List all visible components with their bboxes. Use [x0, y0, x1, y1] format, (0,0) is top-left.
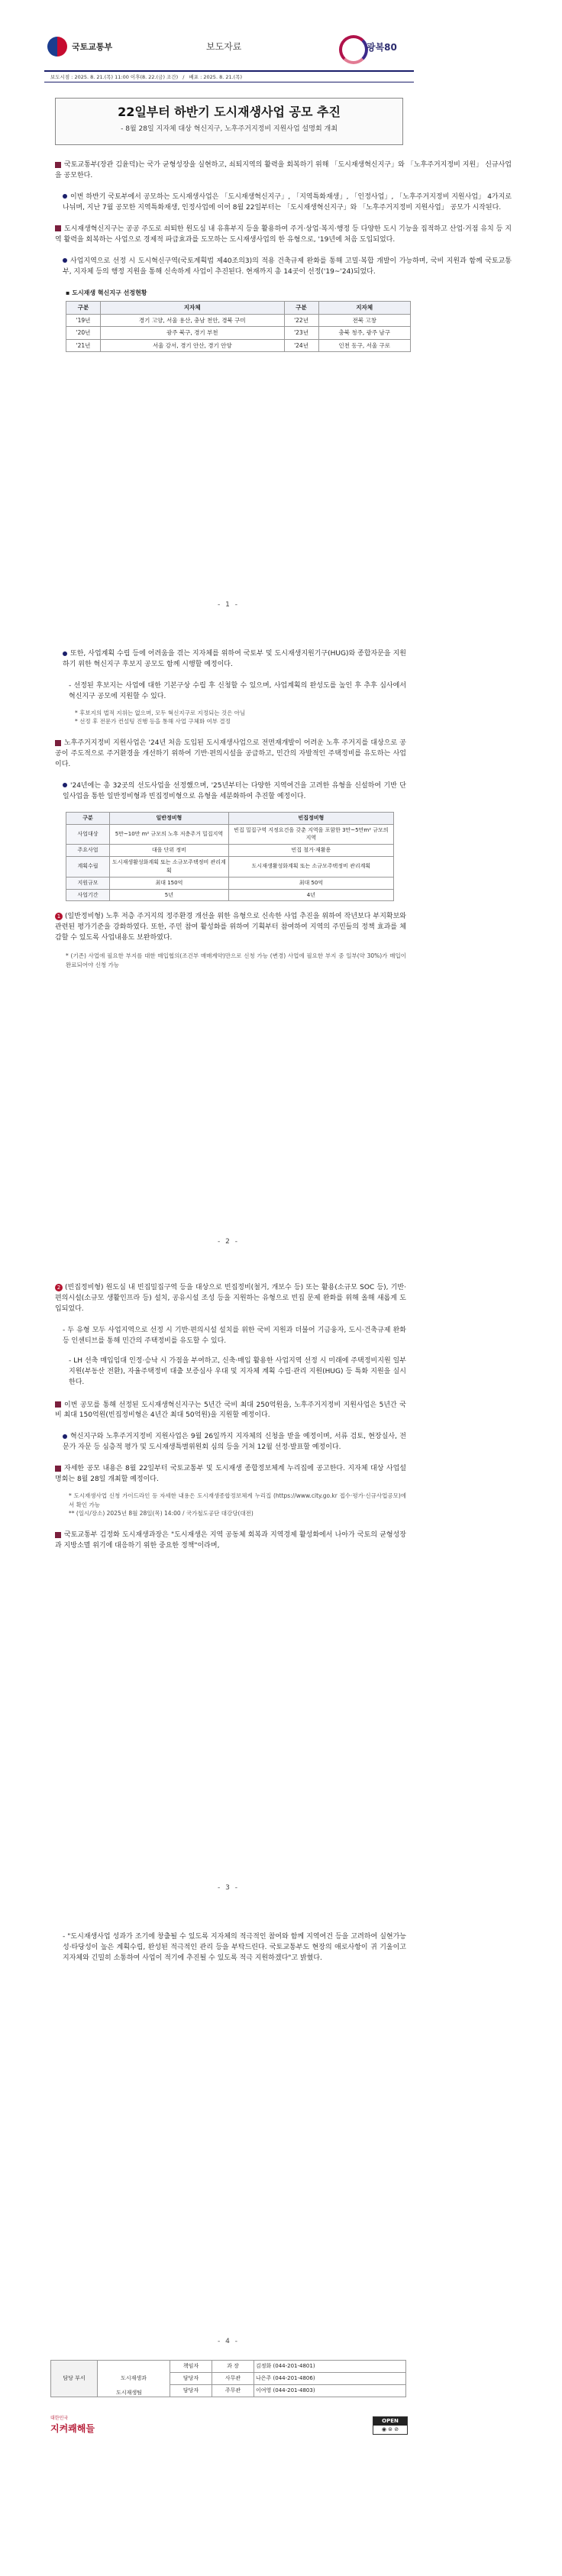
- note-briefing-time: ** (일시/장소) 2025년 8월 28일(목) 14:00 / 국가철도공단 대강당(대전): [69, 1510, 254, 1517]
- table-cell: 담당자: [170, 2372, 212, 2384]
- table-row: [66, 857, 394, 878]
- table-cell: 대을 단위 정비: [110, 845, 229, 857]
- table-cell: 계획수립: [66, 857, 110, 878]
- innovation-district-paragraph: 도시재생혁신지구는 공공 주도로 쇠퇴한 원도심 내 유휴부지 등을 활용하여 주거·상업·복지·행정 등 다양한 도시 기능을 집적하고 산업·거점 유치 등 지역 활력을 회복하는 사업으로 경제적 파급효과를 도모하는 도시재생사업의 한 유형으로, '19년에 처음 도입되었다.: [55, 225, 512, 244]
- number-2-icon: 2: [55, 1284, 63, 1291]
- table-cell: 충북 청주, 광주 남구: [318, 327, 410, 340]
- license-icons: ◉ ⊜ ⊘: [381, 2426, 399, 2432]
- table-cell: 사무관: [212, 2372, 254, 2384]
- old-housing-paragraph: 노후주거지정비 지원사업은 '24년 처음 도입된 도시재생사업으로 전면재개발이 어려운 노후 주거지를 대상으로 공공이 주도적으로 주거환경을 개선하기 위하여 기반·편의시설을 공급하고, 민간의 자발적인 주택정비를 유도하는 사업이다.: [55, 739, 406, 768]
- selection-table-title: ▪ 도시재생 혁신지구 선정현황: [66, 289, 147, 296]
- page-2: [0, 649, 457, 1260]
- table-header-cell: 일반정비형: [110, 812, 229, 824]
- table-row: [51, 2361, 406, 2373]
- consulting-paragraph: 또한, 사업계획 수립 등에 어려움을 겪는 지자체를 위하여 국토부 및 도시재생지원기구(HUG)와 종합자문을 지원하기 위한 혁신지구 후보지 공모도 함께 시행할 예정이다.: [63, 650, 406, 668]
- square-bullet-icon: [55, 1401, 61, 1408]
- header-bar: [44, 29, 411, 69]
- page-number: - 1 -: [218, 601, 239, 609]
- release-date-line: 보도시점 : 2025. 8. 21.(목) 11:00 이후(8. 22.(금) 조간) / 배포 : 2025. 8. 21.(목): [50, 74, 243, 80]
- note-guideline: * 도시재생사업 신청 가이드라인 등 자세한 내용은 도시재생종합정보체계 누리집 (https://www.city.go.kr 접수·평가·신규사업공모)에서 확인 가능: [69, 1492, 406, 1508]
- table-cell: '20년: [66, 327, 101, 340]
- header-rule: [44, 70, 414, 72]
- table-cell: 사업대상: [66, 824, 110, 845]
- square-bullet-icon: [55, 740, 61, 746]
- page-number: - 2 -: [218, 1238, 239, 1246]
- table-cell: 전북 고창: [318, 314, 410, 327]
- table-header-cell: 구분: [66, 301, 101, 314]
- briefing-paragraph: 자세한 공모 내용은 8월 22일부터 국토교통부 및 도시재생 종합정보체계 누리집에 공고한다. 지자체 대상 사업설명회는 8월 28일 개최할 예정이다.: [55, 1465, 406, 1484]
- table-header-row: [66, 301, 411, 314]
- main-title: 22일부터 하반기 도시재생사업 공모 추진: [118, 105, 341, 119]
- table-cell: 김정화 (044-201-4801): [254, 2361, 406, 2373]
- table-header-cell: 지자체: [101, 301, 285, 314]
- ministry-emblem-icon: [47, 37, 67, 57]
- open-label: OPEN: [373, 2417, 407, 2426]
- campaign-logo-small: 대한민국: [50, 2416, 69, 2421]
- circle-bullet-icon: [63, 258, 67, 263]
- ministry-name: 국토교통부: [72, 42, 113, 52]
- table-cell: 경기 고양, 서울 용산, 충남 천안, 경북 구미: [101, 314, 285, 327]
- table-cell: '24년: [284, 339, 318, 352]
- contact-header: 담당 부서: [51, 2361, 98, 2397]
- table-cell: 과 장: [212, 2361, 254, 2373]
- subtitle: - 8월 28일 지자체 대상 혁신지구, 노후주거지정비 지원사업 설명회 개최: [121, 125, 338, 133]
- page-1: [0, 0, 512, 626]
- funding-paragraph: 이번 공모를 통해 선정된 도시재생혁신지구는 5년간 국비 최대 250억원을, 노후주거지정비 지원사업은 5년간 국비 최대 150억원(빈집정비형은 4년간 최대 50억원)을 지원할 예정이다.: [55, 1401, 406, 1420]
- table-cell: 빈집 철거·재활용: [228, 845, 393, 857]
- table-cell: 사업기간: [66, 889, 110, 901]
- number-1-icon: 1: [55, 913, 63, 920]
- doc-type-label: 보도자료: [206, 41, 242, 52]
- table-cell: 4년: [228, 889, 393, 901]
- page-3: [0, 1283, 457, 1909]
- circle-bullet-icon: [63, 194, 67, 199]
- table-cell: 도시재생활성화계획 또는 소규모주택정비 관리계획: [110, 857, 229, 878]
- table-row: [66, 339, 411, 352]
- contact-dept: 도시재생과: [98, 2361, 170, 2397]
- square-bullet-icon: [55, 1532, 61, 1538]
- table-header-cell: 구분: [66, 812, 110, 824]
- table-cell: 서울 강서, 경기 안산, 경기 안양: [101, 339, 285, 352]
- circle-bullet-icon: [63, 1434, 67, 1439]
- footer-campaign-logo: [50, 2415, 119, 2442]
- table-header-cell: 구분: [284, 301, 318, 314]
- table-cell: 최대 50억: [228, 877, 393, 889]
- table-row: [66, 824, 394, 845]
- table-row: [66, 889, 394, 901]
- circle-bullet-icon: [63, 651, 67, 656]
- table-cell: 책임자: [170, 2361, 212, 2373]
- candidate-paragraph: - 선정된 후보지는 사업에 대한 기본구상 수립 후 신청할 수 있으며, 사업계획의 완성도를 높인 후 추후 심사에서 혁신지구 공모에 지원할 수 있다.: [69, 681, 407, 700]
- distribution-date: 배포 : 2025. 8. 21.(목): [189, 74, 243, 80]
- table-row: [66, 845, 394, 857]
- table-row: [66, 314, 411, 327]
- table-cell: '23년: [284, 327, 318, 340]
- anniversary-swirl-icon: [339, 35, 368, 64]
- table-cell: '22년: [284, 314, 318, 327]
- table-header-cell: 빈집정비형: [228, 812, 393, 824]
- general-type-paragraph: 1 (일반정비형) 노후 저층 주거지의 정주환경 개선을 위한 유형으로 신속한 사업 추진을 위하여 작년보다 부지확보와 관련된 평가기준을 강화하였다. 또한, 주민 참여 활성화를 위하여 기획부터 참여하여 지역의 주민들의 정책 효과를 체감할 수 있도록 사업내용도 보완하였다.: [55, 913, 406, 942]
- square-bullet-icon: [55, 1466, 61, 1472]
- overview-paragraph: 이번 하반기 국토부에서 공모하는 도시재생사업은 「도시재생혁신지구」, 「지역특화재생」, 「인정사업」, 「노후주거지정비 지원사업」 4가지로 나뉘며, 지난 7월 공모한 지역특화재생, 인정사업에 이어 8월 22일부터는 「도시재생혁신지구」와 「노후주거지정비 지원사업」 공모가 시작된다.: [63, 192, 512, 212]
- note-consulting: * 선정 후 전문가 컨설팅 진행 등을 통해 사업 구체화 여부 결정: [75, 718, 231, 726]
- director-quote-paragraph: 국토교통부 김정화 도시재생과장은 "도시재생은 지역 공동체 회복과 지역경제 활성화에서 나아가 국토의 균형성장과 지방소멸 위기에 대응하기 위한 중요한 정책"이라며,: [55, 1531, 406, 1550]
- table-cell: 5년: [110, 889, 229, 901]
- table-cell: 5만~10만 m² 규모의 노후 저층주거 밀집지역: [110, 824, 229, 845]
- table-cell: 이여영 (044-201-4803): [254, 2384, 406, 2397]
- table-cell: 주무관: [212, 2384, 254, 2397]
- note-candidate-status: * 후보지의 법적 지위는 없으며, 모두 혁신지구로 지정되는 것은 아님: [75, 709, 246, 716]
- title-box: [55, 98, 403, 145]
- table-header-cell: 지자체: [318, 301, 410, 314]
- anniversary-text: 광복80: [367, 42, 397, 53]
- vacant-house-type-paragraph: 2 (빈집정비형) 원도심 내 빈집밀집구역 등을 대상으로 빈집정비(철거, 개보수 등) 또는 활용(소규모 SOC 등), 기반·편의시설(소규모 생활인프라 등) 설치, 공유시설 조성 등을 지원하는 유형으로 빈집 문제 완화를 위해 올해 새롭게 도입되었다.: [55, 1284, 406, 1313]
- circle-bullet-icon: [63, 783, 67, 787]
- anniversary-logo: [339, 32, 411, 63]
- table-cell: 지원규모: [66, 877, 110, 889]
- table-cell: 인천 동구, 서울 구로: [318, 339, 410, 352]
- open-license-badge: [373, 2416, 408, 2435]
- note-land-requirement: * (기존) 사업에 필요한 부지를 대한 매입협의(조건부 매매계약)만으로 신청 가능 (변경) 사업에 필요한 부지 중 일부(약 30%)가 매입이 완료되어야 신청 가능: [66, 952, 406, 968]
- lh-support-paragraph: - LH 선축 매입임대 인정·승낙 시 가점을 부여하고, 신축·매입 활용한 사업지역 선정 시 미래에 주택정비지원 일부 지원(부동산 전환), 자율주택정비 대출 보증심사 우대 및 지자체 계획 수립·관리 지원(HUG) 등 특화 지원을 실시한다.: [69, 1356, 406, 1386]
- schedule-paragraph: 혁신지구와 노후주거지정비 지원사업은 9월 26일까지 지자체의 신청을 받을 예정이며, 서류 검토, 현장실사, 전문가 자문 등 심층적 평가 및 도시재생특별위원회 심의 등을 거쳐 12월 선정·발표할 예정이다.: [63, 1433, 406, 1452]
- selection-status-table: [66, 301, 411, 353]
- pilot-paragraph: '24년에는 총 32곳의 선도사업을 선정했으며, '25년부터는 다양한 지역여건을 고려한 유형을 신설하여 기반 단일사업을 통한 일반정비형과 빈집정비형으로 유형을 세분화하여 추진할 예정이다.: [63, 781, 406, 800]
- page-number: - 3 -: [218, 1884, 239, 1892]
- incentive-paragraph: - 두 유형 모두 사업지역으로 선정 시 기반·편의시설 설치를 위한 국비 지원과 더불어 기금융자, 도시·건축규제 완화 등 인센티브를 통해 민간의 주택정비를 유도할 수 있다.: [63, 1326, 407, 1345]
- type-comparison-table: [66, 812, 394, 902]
- table-cell: 주요사업: [66, 845, 110, 857]
- table-row: [66, 877, 394, 889]
- contact-team: 도시재생팀: [116, 2390, 142, 2396]
- table-cell: 최대 150억: [110, 877, 229, 889]
- selection-benefit-paragraph: 사업지역으로 선정 시 도시혁신구역(국토계획법 제40조의3)의 적용 건축규제 완화를 통해 고밀·복합 개발이 가능하며, 국비 지원과 함께 국토교통부, 지자체 등의 행정 지원을 통해 신속하게 사업이 추진된다. 현재까지 총 14곳이 선정('19~'24)되었다.: [63, 257, 512, 276]
- table-cell: 담당자: [170, 2384, 212, 2397]
- table-cell: '19년: [66, 314, 101, 327]
- quote-continuation-paragraph: - "도시재생사업 성과가 조기에 창출될 수 있도록 지자체의 적극적인 참여와 함께 지역여건 등을 고려하여 실현가능성·타당성이 높은 계획수립, 완성된 적극적인 관리 등을 부탁드린다. 국토교통부도 현장의 애로사항이 귀 기울이고 지자체와 긴밀히 소통하여 사업이 적기에 추진될 수 있도록 적극 지원하겠다"고 밝혔다.: [63, 1933, 406, 1962]
- campaign-logo-main: 지켜쾌해들: [50, 2423, 95, 2435]
- page-4: [0, 1932, 457, 2576]
- table-cell: 도시재생활성화계획 또는 소규모주택정비 관리계획: [228, 857, 393, 878]
- table-cell: 나은주 (044-201-4806): [254, 2372, 406, 2384]
- table-row: [66, 327, 411, 340]
- table-cell: '21년: [66, 339, 101, 352]
- table-cell: 빈집 밀집구역 지정요건을 갖춘 지역을 포함한 3만~5만m² 규모의 지역: [228, 824, 393, 845]
- page-number: - 4 -: [218, 2338, 239, 2345]
- intro-paragraph: 국토교통부(장관 김윤덕)는 국가 균형성장을 실현하고, 쇠퇴지역의 활력을 회복하기 위해 「도시재생혁신지구」와 「노후주거지정비 지원」 신규사업을 공모한다.: [55, 161, 512, 179]
- table-header-row: [66, 812, 394, 824]
- embargo-time: 보도시점 : 2025. 8. 21.(목) 11:00 이후(8. 22.(금) 조간): [50, 74, 179, 80]
- table-cell: 광주 북구, 경기 부천: [101, 327, 285, 340]
- square-bullet-icon: [55, 225, 61, 231]
- square-bullet-icon: [55, 162, 61, 168]
